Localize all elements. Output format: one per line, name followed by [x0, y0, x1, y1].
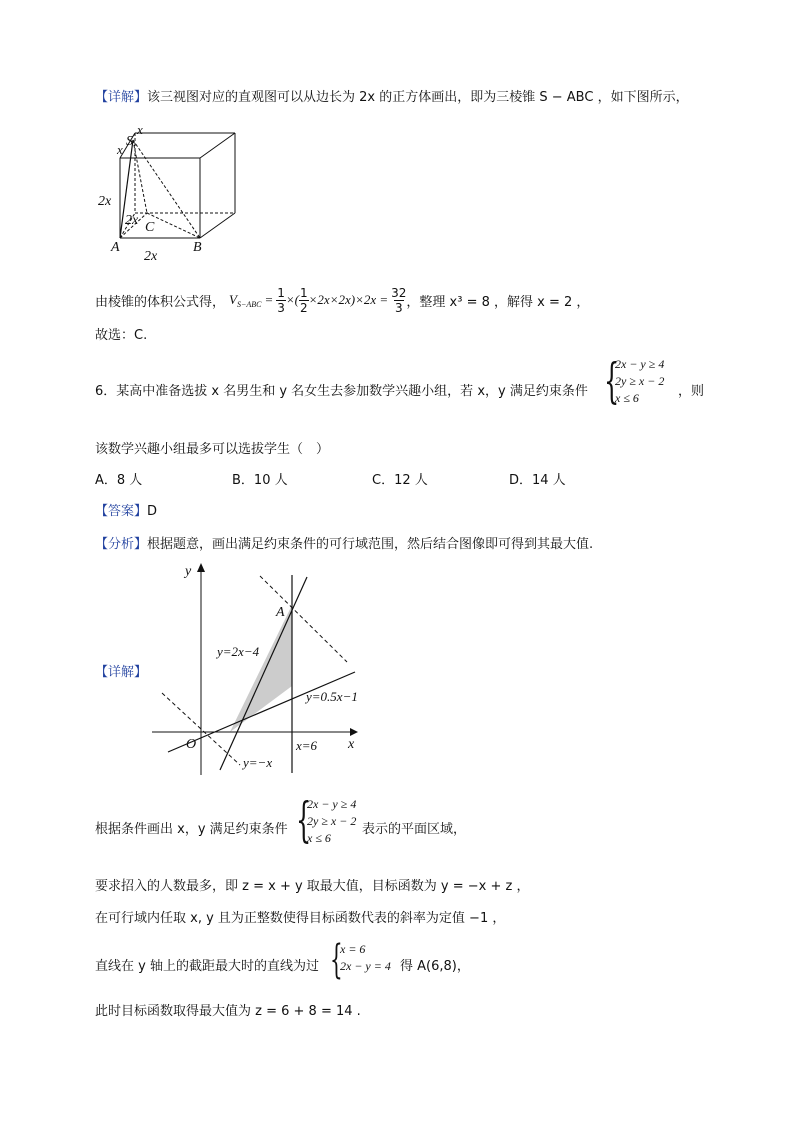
cube-figure [95, 118, 255, 268]
constraint-1: 2x − y ≥ 4 [307, 797, 357, 811]
equation-2: 2x − y = 4 [340, 959, 391, 973]
fraction-32-thirds [391, 286, 406, 315]
detail-tag: 【详解】 [95, 90, 148, 105]
paragraph-max-value: 此时目标函数取得最大值为 z = 6 + 8 = 14 . [95, 1004, 361, 1019]
constraint-3: x ≤ 6 [307, 831, 331, 845]
formula-part: ×( [285, 292, 300, 307]
label-line-2x-4: y=2x−4 [217, 644, 260, 659]
label-edge-bottom: 2x [144, 249, 158, 264]
label-line-x6: x=6 [296, 738, 318, 753]
analysis-tag: 【分析】 [95, 537, 148, 552]
constraint-system-q6 [615, 356, 664, 407]
feasible-region-graph [150, 560, 370, 780]
equation-system-p7 [340, 941, 391, 975]
denominator: 2 [300, 300, 308, 315]
analysis-line [95, 533, 593, 552]
label-x-top: x [137, 122, 143, 137]
brace-p4: { [296, 792, 312, 848]
option-d: D．14 人 [509, 473, 566, 488]
paragraph-objective: 要求招入的人数最多，即 z = x + y 取最大值，目标函数为 y = −x + z ， [95, 879, 530, 894]
brace-p7: { [330, 937, 343, 983]
label-c: C [145, 220, 155, 235]
label-b: B [193, 240, 202, 255]
equation-1: x = 6 [340, 942, 366, 956]
paragraph-slope: 在可行域内任取 x, y 且为正整数使得目标函数代表的斜率为定值 −1 ， [95, 911, 506, 926]
volume-prefix: 由棱锥的体积公式得， [95, 294, 226, 310]
answer-value: D [147, 504, 158, 519]
label-line-neg-x: y=−x [243, 755, 273, 770]
x-axis-arrow [350, 728, 358, 736]
numerator: 1 [277, 285, 285, 300]
constraint-1: 2x − y ≥ 4 [615, 357, 665, 371]
constraint-2: 2y ≥ x − 2 [615, 374, 665, 388]
paragraph-text: 该三视图对应的直观图可以从边长为 2x 的正方体画出，即为三棱锥 S − ABC ，如下图所示， [147, 90, 689, 105]
option-c: C．12 人 [372, 473, 428, 488]
label-s: S [126, 134, 133, 149]
question-6-stem: 6．某高中准备选拔 x 名男生和 y 名女生去参加数学兴趣小组，若 x，y 满足约束条件 [95, 384, 588, 399]
constraint-3: x ≤ 6 [615, 391, 639, 405]
label-edge-vertical: 2x [98, 194, 112, 209]
question-6-tail: ，则 [678, 384, 705, 399]
paragraph-region-prefix: 根据条件画出 x，y 满足约束条件 [95, 822, 288, 837]
answer-tag: 【答案】 [95, 504, 148, 519]
brace-q6: { [604, 353, 620, 409]
formula-part: ×2x×2x)×2x = [308, 292, 389, 307]
option-a: A．8 人 [95, 473, 143, 488]
label-x-axis: x [348, 737, 355, 752]
question-6-stem-2: 该数学兴趣小组最多可以选拔学生（ ） [95, 442, 330, 457]
label-line-half-x: y=0.5x−1 [306, 689, 358, 704]
denominator: 3 [394, 300, 403, 315]
label-x-left: x [117, 142, 123, 157]
constraint-2: 2y ≥ x − 2 [307, 814, 357, 828]
option-b: B．10 人 [232, 473, 288, 488]
line-y-2x-4 [220, 577, 307, 770]
label-origin: O [186, 737, 197, 752]
paragraph-volume [95, 280, 589, 320]
feasible-region [230, 605, 292, 732]
numerator: 1 [300, 285, 308, 300]
denominator: 3 [277, 300, 285, 315]
label-edge-inner: 2x [125, 213, 139, 228]
fraction-one-half [299, 286, 309, 315]
label-point-a: A [276, 605, 285, 620]
v-subscript: S−ABC [236, 299, 262, 309]
paragraph-detail-1 [95, 86, 689, 105]
volume-suffix: ，整理 x³ = 8 ，解得 x = 2 ， [406, 294, 590, 310]
v-symbol: V [229, 292, 237, 307]
paragraph-intercept-suffix: 得 A(6,8)， [400, 959, 470, 974]
label-y-axis: y [185, 564, 192, 579]
numerator: 32 [391, 285, 407, 300]
paragraph-intercept-prefix: 直线在 y 轴上的截距最大时的直线为过 [95, 959, 319, 974]
constraint-system-p4 [307, 796, 356, 847]
detail-tag-2: 【详解】 [95, 665, 148, 680]
paragraph-choice: 故选：C. [95, 328, 148, 343]
paragraph-region-suffix: 表示的平面区域， [362, 822, 467, 837]
answer-line [95, 500, 157, 519]
fraction-one-third [276, 286, 286, 315]
label-a: A [111, 240, 120, 255]
analysis-text: 根据题意，画出满足约束条件的可行域范围，然后结合图像即可得到其最大值. [147, 537, 594, 552]
y-axis-arrow [197, 563, 205, 572]
equals-sign: = [264, 292, 274, 307]
